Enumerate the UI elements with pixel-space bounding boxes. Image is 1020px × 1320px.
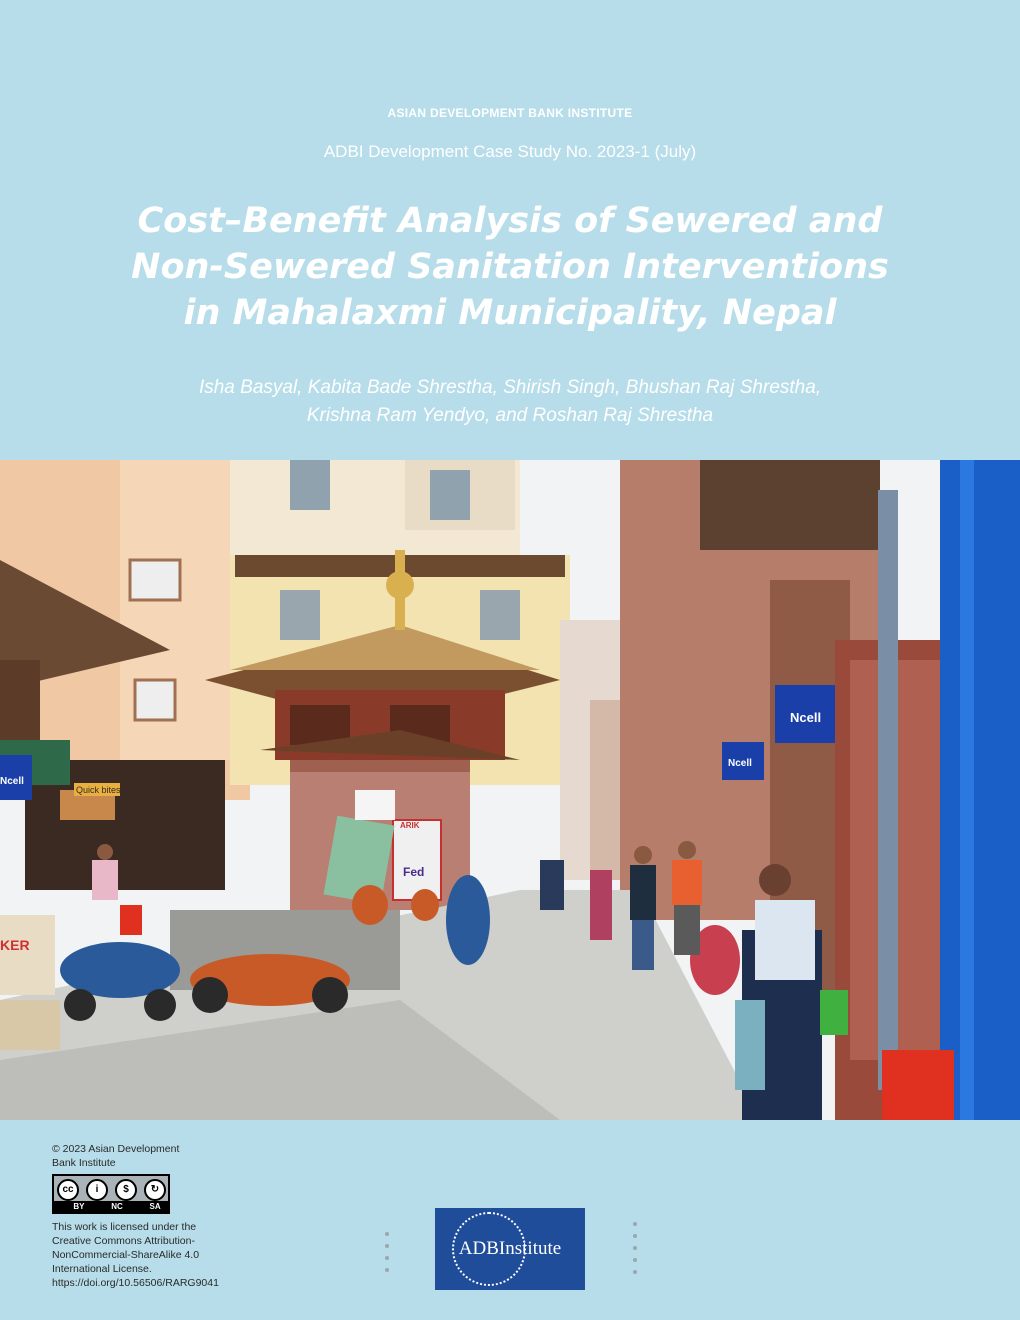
cc-icon: cc xyxy=(57,1179,79,1201)
sign-shop: ARIK xyxy=(400,821,420,830)
cc-license-badge[interactable] xyxy=(52,1174,170,1214)
license-line: International License. xyxy=(52,1263,152,1275)
cc-label-by: BY xyxy=(73,1201,85,1211)
license-line: Creative Commons Attribution- xyxy=(52,1235,195,1247)
sign-ncell-small: Ncell xyxy=(728,758,752,769)
sign-ncell-big: Ncell xyxy=(790,710,822,725)
nc-icon: $ xyxy=(115,1179,137,1201)
cover-photo-street-scene xyxy=(0,460,1020,1120)
report-title xyxy=(100,198,920,336)
sign-left-crate: KER xyxy=(0,937,30,953)
license-line: This work is licensed under the xyxy=(52,1221,197,1233)
title-line: Cost–Benefit Analysis of Sewered and xyxy=(137,201,883,241)
copyright-line: Bank Institute xyxy=(52,1157,116,1169)
license-block xyxy=(52,1142,252,1290)
cc-badge-labels xyxy=(54,1201,168,1212)
decorative-dots-left xyxy=(384,1232,390,1280)
street-illustration xyxy=(0,460,1020,1120)
series-label: ADBI Development Case Study No. 2023-1 (July) xyxy=(323,142,697,161)
cc-label-sa: SA xyxy=(149,1201,161,1211)
logo-text: ADBInstitute xyxy=(458,1238,562,1259)
by-icon: i xyxy=(86,1179,108,1201)
sign-ncell-left: Ncell xyxy=(0,776,24,787)
title-line: Non-Sewered Sanitation Interventions xyxy=(131,247,889,287)
title-line: in Mahalaxmi Municipality, Nepal xyxy=(183,293,837,333)
author-list xyxy=(100,374,920,430)
sign-fedex: Fed xyxy=(403,865,425,879)
author-line: Isha Basyal, Kabita Bade Shrestha, Shirish Singh, Bhushan Raj Shrestha, xyxy=(198,377,822,398)
author-line: Krishna Ram Yendyo, and Roshan Raj Shrestha xyxy=(306,405,714,426)
license-line: NonCommercial-ShareAlike 4.0 xyxy=(52,1249,200,1261)
doi-link[interactable]: https://doi.org/10.56506/RARG9041 xyxy=(52,1277,219,1289)
adbi-logo xyxy=(435,1208,585,1290)
cc-label-nc: NC xyxy=(111,1201,123,1211)
copyright-line: © 2023 Asian Development xyxy=(52,1143,180,1155)
institute-name: ASIAN DEVELOPMENT BANK INSTITUTE xyxy=(387,106,633,120)
decorative-dots-right xyxy=(632,1222,638,1282)
sa-icon: ↻ xyxy=(144,1179,166,1201)
sign-quick-bites: Quick bites xyxy=(76,785,121,795)
